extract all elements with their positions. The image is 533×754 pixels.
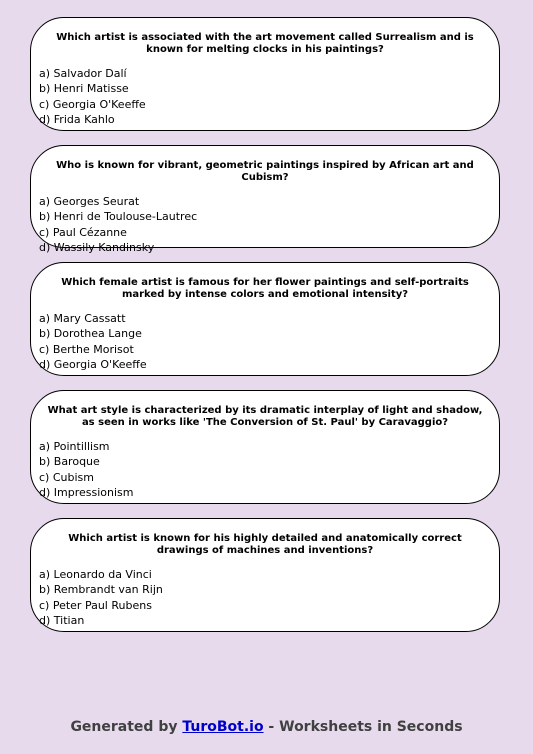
option-a: a) Salvador Dalí [39, 67, 127, 80]
option-b: b) Henri Matisse [39, 82, 129, 96]
option-b: b) Henri de Toulouse-Lautrec [39, 210, 198, 224]
option-b: b) Dorothea Lange [39, 327, 142, 341]
question-text: Which artist is associated with the art movement called Surrealism and is known for melting clocks in his paintings? [56, 32, 474, 55]
option-a: a) Leonardo da Vinci [39, 568, 152, 581]
option-a: a) Mary Cassatt [39, 312, 126, 325]
option-b: b) Baroque [39, 455, 100, 469]
option-d: d) Georgia O'Keeffe [39, 357, 147, 371]
option-c: c) Georgia O'Keeffe [39, 97, 146, 111]
option-d: d) Frida Kahlo [39, 112, 115, 126]
question-card-1 [30, 17, 500, 131]
question-text: Who is known for vibrant, geometric paintings inspired by African art and Cubism? [56, 160, 474, 183]
question-card-3 [30, 262, 500, 376]
footer-prefix: Generated by [70, 719, 183, 735]
option-b: b) Rembrandt van Rijn [39, 583, 163, 597]
footer-suffix: - Worksheets in Seconds [263, 719, 463, 735]
option-d: d) Wassily Kandinsky [39, 240, 155, 254]
question-card-4 [30, 390, 500, 504]
option-c: c) Peter Paul Rubens [39, 598, 152, 612]
turobot-link[interactable]: TuroBot.io [182, 719, 264, 735]
option-d: d) Titian [39, 613, 85, 627]
question-text: Which artist is known for his highly detailed and anatomically correct drawings of machines and inventions? [68, 533, 462, 556]
option-c: c) Cubism [39, 470, 94, 484]
option-a: a) Georges Seurat [39, 195, 140, 208]
option-a: a) Pointillism [39, 440, 110, 453]
question-card-5 [30, 518, 500, 632]
question-text: What art style is characterized by its dramatic interplay of light and shadow, as seen in works like 'The Conversion of St. Paul' by Caravaggio? [47, 405, 483, 428]
question-card-2 [30, 145, 500, 254]
option-c: c) Paul Cézanne [39, 225, 127, 239]
question-text: Which female artist is famous for her flower paintings and self-portraits marked by intense colors and emotional intensity? [61, 277, 469, 300]
option-d: d) Impressionism [39, 485, 134, 499]
footer [0, 719, 533, 735]
option-c: c) Berthe Morisot [39, 342, 134, 356]
